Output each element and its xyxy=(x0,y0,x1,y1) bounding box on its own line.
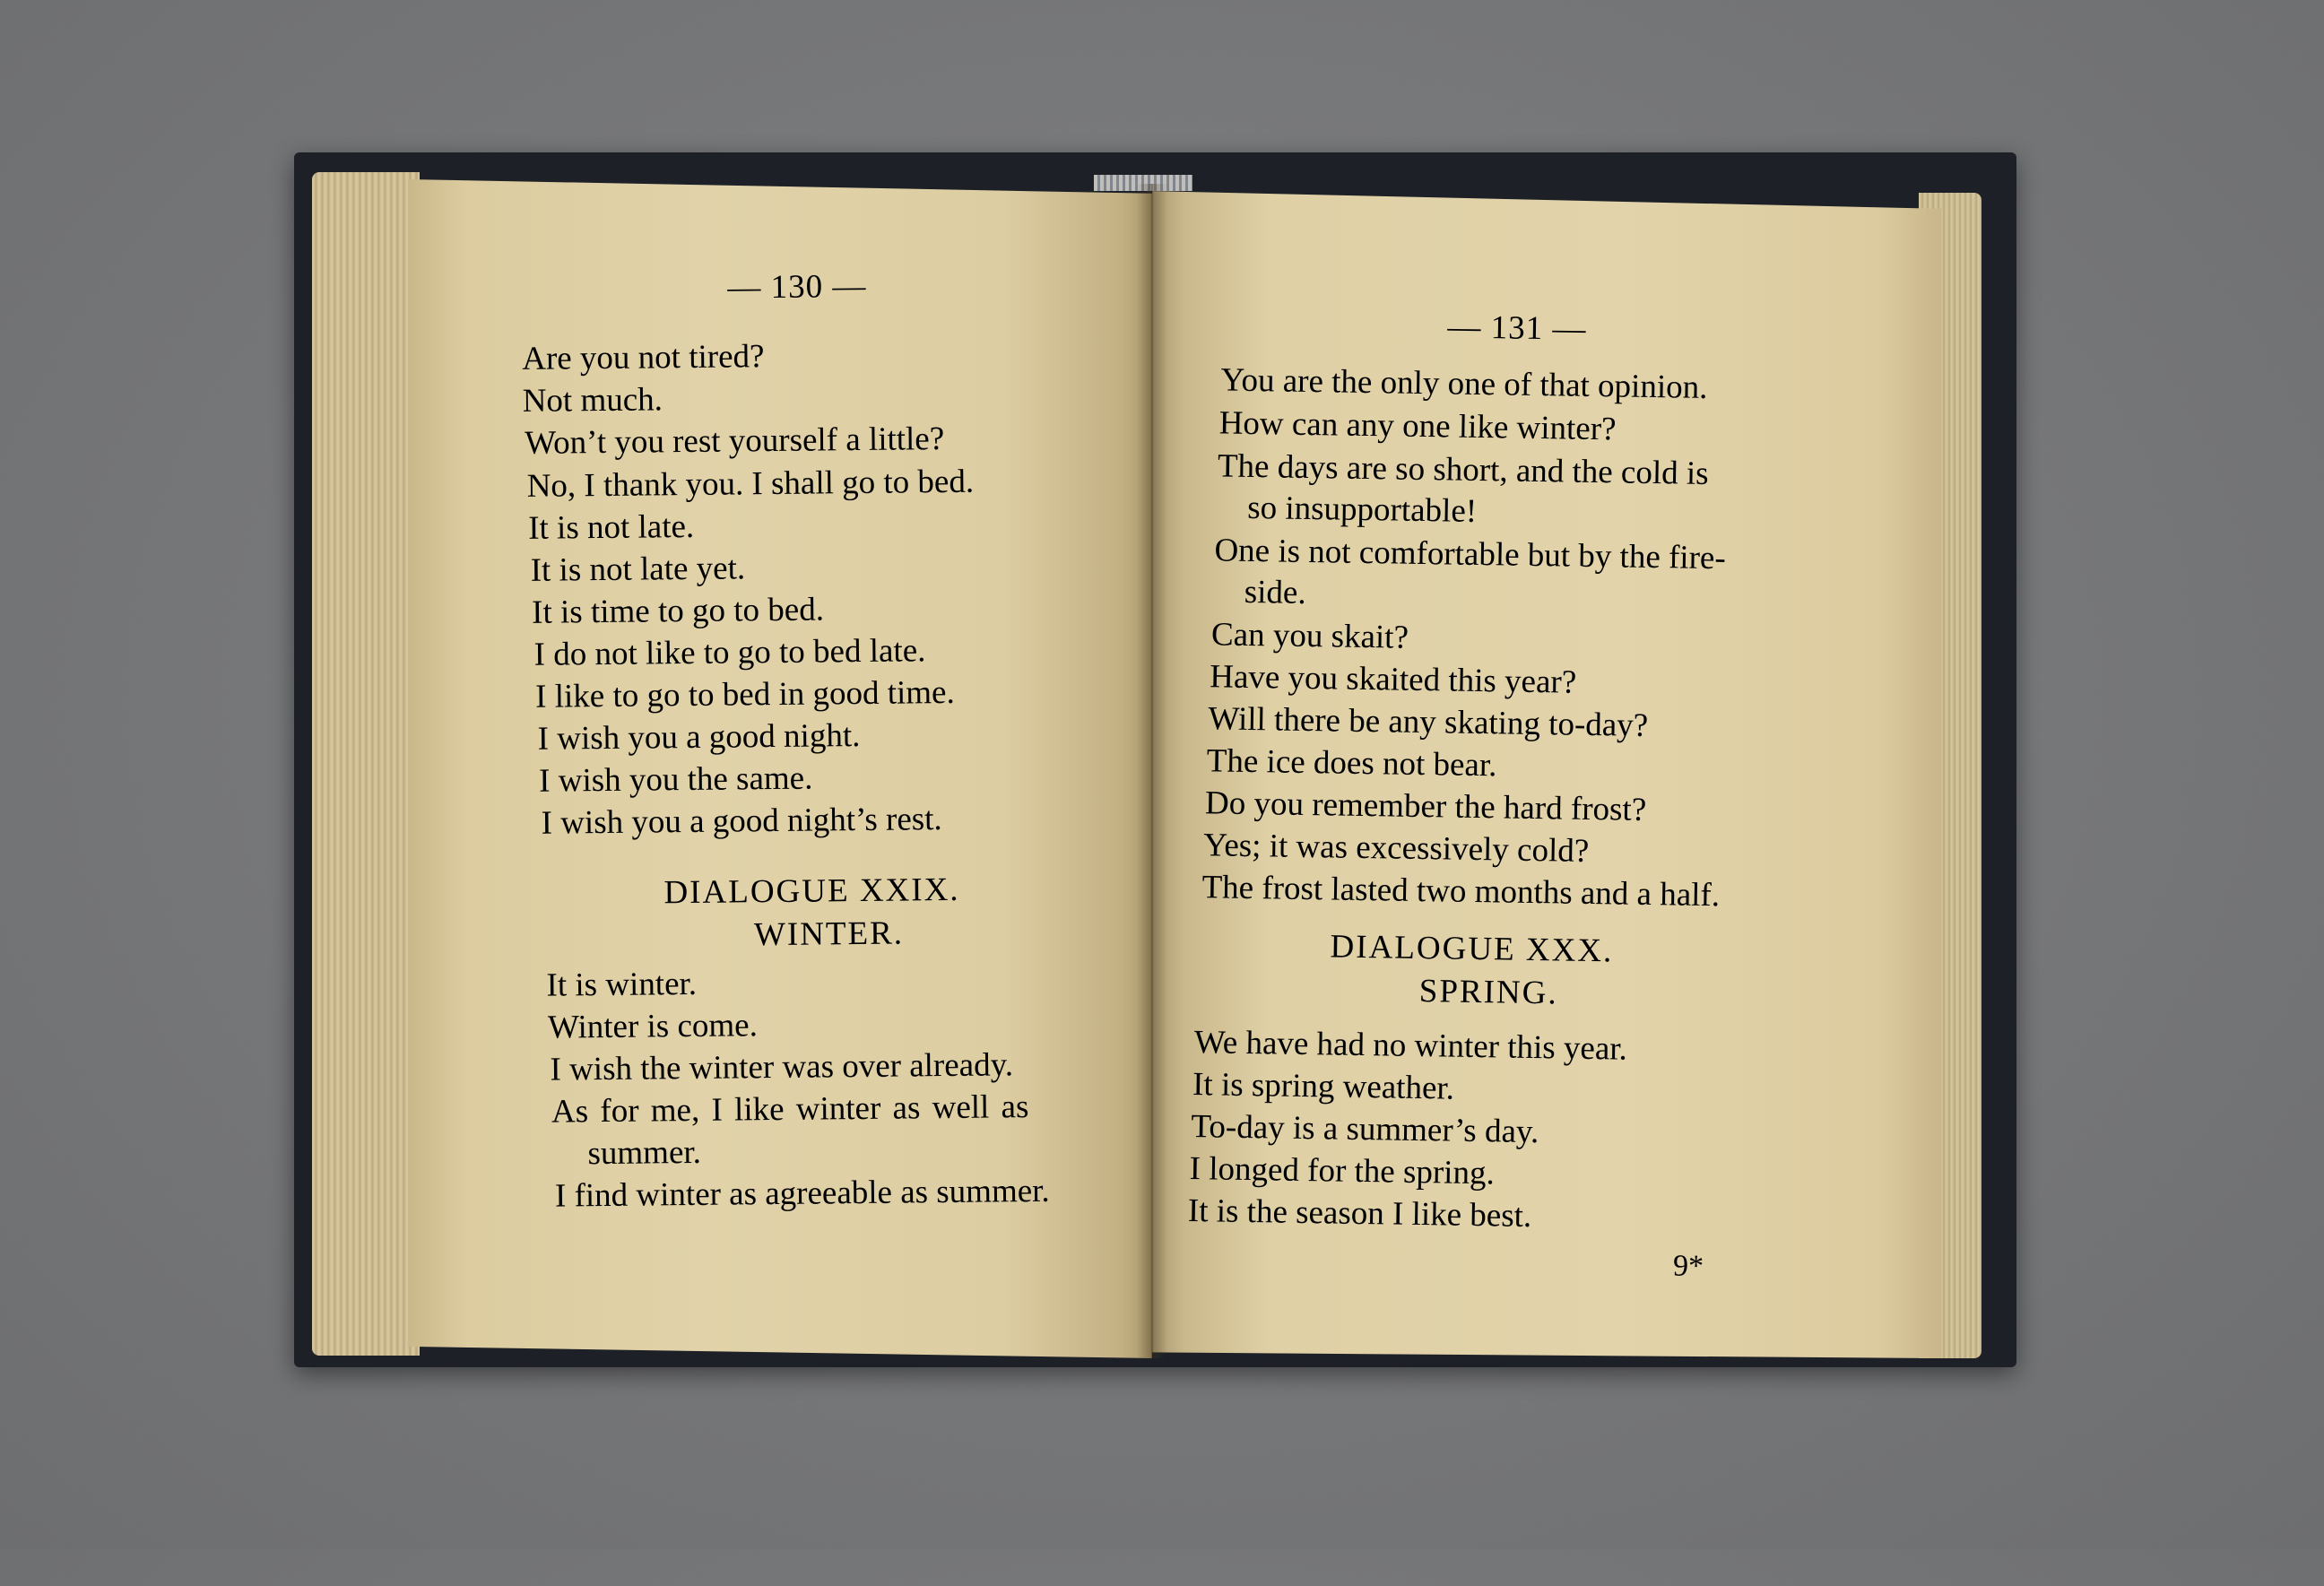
dialogue-line: Are you not tired? xyxy=(522,338,765,377)
dialogue-line: Have you skaited this year? xyxy=(1209,658,1577,701)
dialogue-line: I wish you the same. xyxy=(538,759,813,800)
dialogue-line: It is time to go to bed. xyxy=(531,591,825,631)
dialogue-line: I wish you a good night’s rest. xyxy=(541,801,942,842)
book-gutter xyxy=(1137,184,1167,1358)
dialogue-line: Not much. xyxy=(522,381,663,420)
page-number: — 131 — xyxy=(1447,308,1587,348)
dialogue-line: It is winter. xyxy=(546,965,698,1004)
dialogue-line: Yes; it was excessively cold? xyxy=(1203,827,1590,870)
dialogue-line: No, I thank you. I shall go to bed. xyxy=(526,463,975,505)
dialogue-line: It is not late. xyxy=(527,507,695,547)
dialogue-line: so insupportable! xyxy=(1246,489,1478,530)
dialogue-line: summer. xyxy=(587,1133,702,1173)
dialogue-line: It is the season I like best. xyxy=(1187,1192,1532,1235)
dialogue-line: Winter is come. xyxy=(547,1007,759,1046)
page-number: — 130 — xyxy=(727,267,867,307)
dialogue-line: To-day is a summer’s day. xyxy=(1191,1108,1539,1151)
dialogue-line: Do you remember the hard frost? xyxy=(1204,784,1647,828)
dialogue-line: How can any one like winter? xyxy=(1218,404,1617,448)
dialogue-subtitle: WINTER. xyxy=(753,914,905,954)
dialogue-line: I wish you a good night. xyxy=(537,717,861,758)
dialogue-heading: DIALOGUE XXIX. xyxy=(663,871,960,912)
dialogue-line: I longed for the spring. xyxy=(1189,1150,1496,1192)
signature-mark: 9* xyxy=(1672,1249,1704,1284)
dialogue-line: Will there be any skating to-day? xyxy=(1208,700,1649,744)
dialogue-line: We have had no winter this year. xyxy=(1193,1024,1628,1068)
dialogue-line: The days are so short, and the cold is xyxy=(1217,447,1709,492)
dialogue-line: It is spring weather. xyxy=(1192,1066,1455,1107)
dialogue-line: I wish the winter was over already. xyxy=(550,1046,1014,1088)
dialogue-line: I do not like to go to bed late. xyxy=(533,632,926,673)
dialogue-line: It is not late yet. xyxy=(530,550,746,589)
dialogue-line: side. xyxy=(1244,573,1306,611)
dialogue-line: The ice does not bear. xyxy=(1206,742,1497,784)
dialogue-line: You are the only one of that opinion. xyxy=(1220,361,1708,406)
dialogue-line: I like to go to bed in good time. xyxy=(534,673,955,715)
dialogue-line: Won’t you rest yourself a little? xyxy=(524,420,945,462)
dialogue-line: The frost lasted two months and a half. xyxy=(1201,869,1721,914)
dialogue-line: I find winter as agreeable as summer. xyxy=(554,1172,1050,1215)
dialogue-heading: DIALOGUE XXX. xyxy=(1330,928,1614,970)
dialogue-line: As for me, I like winter as well as xyxy=(551,1088,1029,1131)
dialogue-line: Can you skait? xyxy=(1210,616,1409,656)
dialogue-line: One is not comfortable but by the fire- xyxy=(1214,532,1727,577)
dialogue-subtitle: SPRING. xyxy=(1418,973,1558,1012)
